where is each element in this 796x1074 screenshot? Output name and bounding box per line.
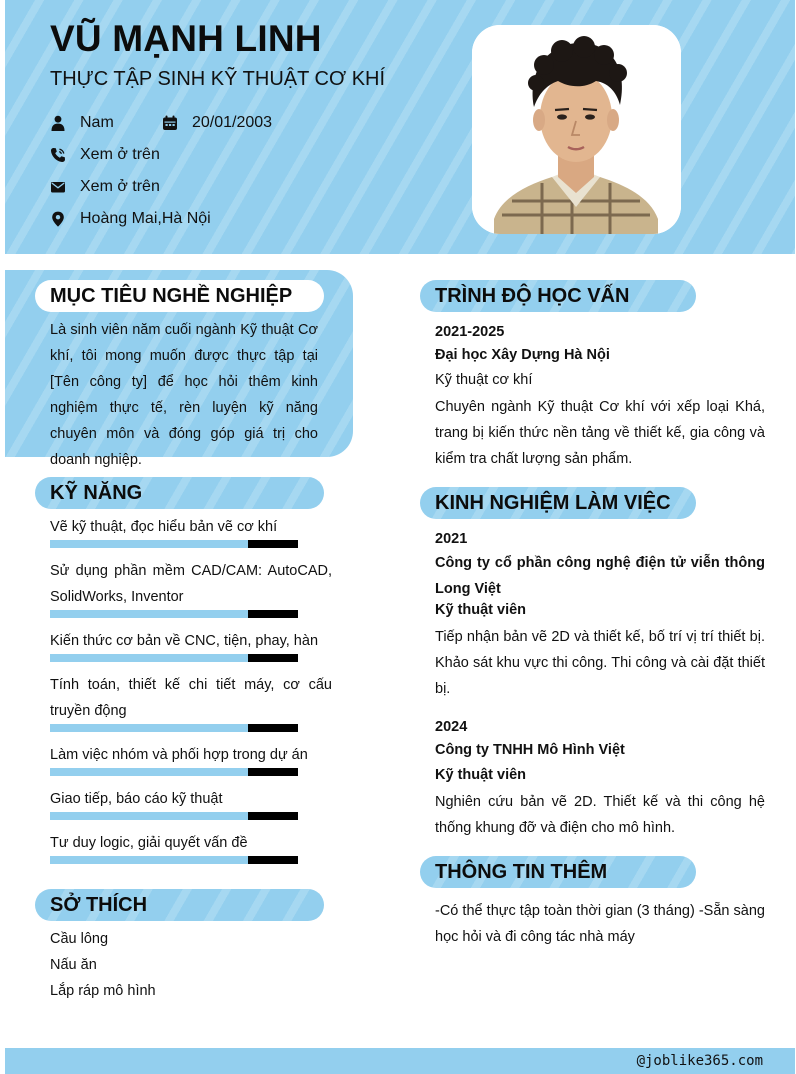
skill-bar [50, 724, 298, 732]
additional-text: -Có thể thực tập toàn thời gian (3 tháng) -Sẵn sàng học hỏi và đi công tác nhà máy [435, 903, 765, 945]
address-row [50, 208, 211, 230]
email-value: Xem ở trên [80, 178, 160, 195]
skill-bar [50, 768, 298, 776]
job-position: Kỹ thuật viên [435, 767, 527, 783]
phone-row [50, 144, 160, 166]
gender-row [50, 112, 114, 134]
skill-bar [50, 540, 298, 548]
job-company: Công ty TNHH Mô Hình Việt [435, 742, 625, 758]
calendar-icon [162, 115, 178, 131]
hobby-item: Cầu lông [50, 931, 109, 947]
gender-value: Nam [80, 114, 114, 131]
footer-bar [5, 1048, 795, 1074]
skill-label: Làm việc nhóm và phối hợp trong dự án [50, 747, 308, 763]
person-icon [50, 115, 66, 131]
skill-bar [50, 654, 298, 662]
skill-bar-fill [50, 856, 248, 864]
skill-bar-fill [50, 654, 248, 662]
candidate-name: VŨ MẠNH LINH [50, 18, 322, 59]
birthdate-row [162, 112, 272, 134]
skill-label: Sử dụng phần mềm CAD/CAM: AutoCAD, SolidWorks, Inventor [50, 563, 332, 605]
skill-label: Tính toán, thiết kế chi tiết máy, cơ cấu truyền động [50, 677, 332, 719]
education-school: Đại học Xây Dựng Hà Nội [435, 347, 610, 363]
skills-heading: KỸ NĂNG [35, 477, 324, 509]
skill-bar-fill [50, 540, 248, 548]
job-position: Kỹ thuật viên [435, 602, 527, 618]
job-company: Công ty cổ phần công nghệ điện tử viễn thông Long Việt [435, 555, 765, 597]
experience-heading: KINH NGHIỆM LÀM VIỆC [420, 487, 696, 519]
skill-bar-fill [50, 768, 248, 776]
phone-value: Xem ở trên [80, 146, 160, 163]
skill-bar [50, 610, 298, 618]
skill-bar-fill [50, 610, 248, 618]
envelope-icon [50, 179, 66, 195]
hobby-item: Nấu ăn [50, 957, 97, 973]
profile-photo-frame [472, 25, 681, 234]
map-pin-icon [50, 211, 66, 227]
objective-heading: MỤC TIÊU NGHỀ NGHIỆP [35, 280, 324, 312]
job-description: Nghiên cứu bản vẽ 2D. Thiết kế và thi công hệ thống khung đỡ và điện cho mô hình. [435, 794, 765, 836]
header-banner [5, 0, 795, 254]
email-row [50, 176, 160, 198]
skill-label: Giao tiếp, báo cáo kỹ thuật [50, 791, 223, 807]
job-description: Tiếp nhận bản vẽ 2D và thiết kế, bố trí vị trí thiết bị. Khảo sát khu vực thi công. Thi công và cài đặt thiết bị. [435, 629, 765, 697]
job-year: 2021 [435, 531, 468, 547]
hobbies-heading: SỞ THÍCH [35, 889, 324, 921]
education-period: 2021-2025 [435, 324, 505, 340]
birthdate-value: 20/01/2003 [192, 114, 273, 131]
skill-bar [50, 856, 298, 864]
skill-bar-fill [50, 724, 248, 732]
footer-watermark: @joblike365.com [636, 1053, 763, 1069]
objective-text: Là sinh viên năm cuối ngành Kỹ thuật Cơ khí, tôi mong muốn được thực tập tại [Tên công ty] để học hỏi thêm kinh nghiệm thực tế, rèn luyện kỹ năng chuyên môn và đóng góp giá trị cho doanh nghiệp. [50, 322, 318, 468]
education-major: Kỹ thuật cơ khí [435, 372, 533, 388]
education-description: Chuyên ngành Kỹ thuật Cơ khí với xếp loại Khá, trang bị kiến thức nền tảng về thiết kế, gia công và kiểm tra chất lượng sản phẩm. [435, 399, 765, 467]
profile-photo [472, 25, 681, 234]
phone-icon [50, 147, 66, 163]
skill-label: Vẽ kỹ thuật, đọc hiểu bản vẽ cơ khí [50, 519, 278, 535]
skill-label: Tư duy logic, giải quyết vấn đề [50, 835, 248, 851]
skill-label: Kiến thức cơ bản về CNC, tiện, phay, hàn [50, 633, 319, 649]
skill-bar-fill [50, 812, 248, 820]
address-value: Hoàng Mai,Hà Nội [80, 210, 211, 227]
candidate-title: THỰC TẬP SINH KỸ THUẬT CƠ KHÍ [50, 68, 386, 90]
skill-bar [50, 812, 298, 820]
education-heading: TRÌNH ĐỘ HỌC VẤN [420, 280, 696, 312]
job-year: 2024 [435, 719, 468, 735]
hobby-item: Lắp ráp mô hình [50, 983, 156, 999]
additional-heading: THÔNG TIN THÊM [420, 856, 696, 888]
